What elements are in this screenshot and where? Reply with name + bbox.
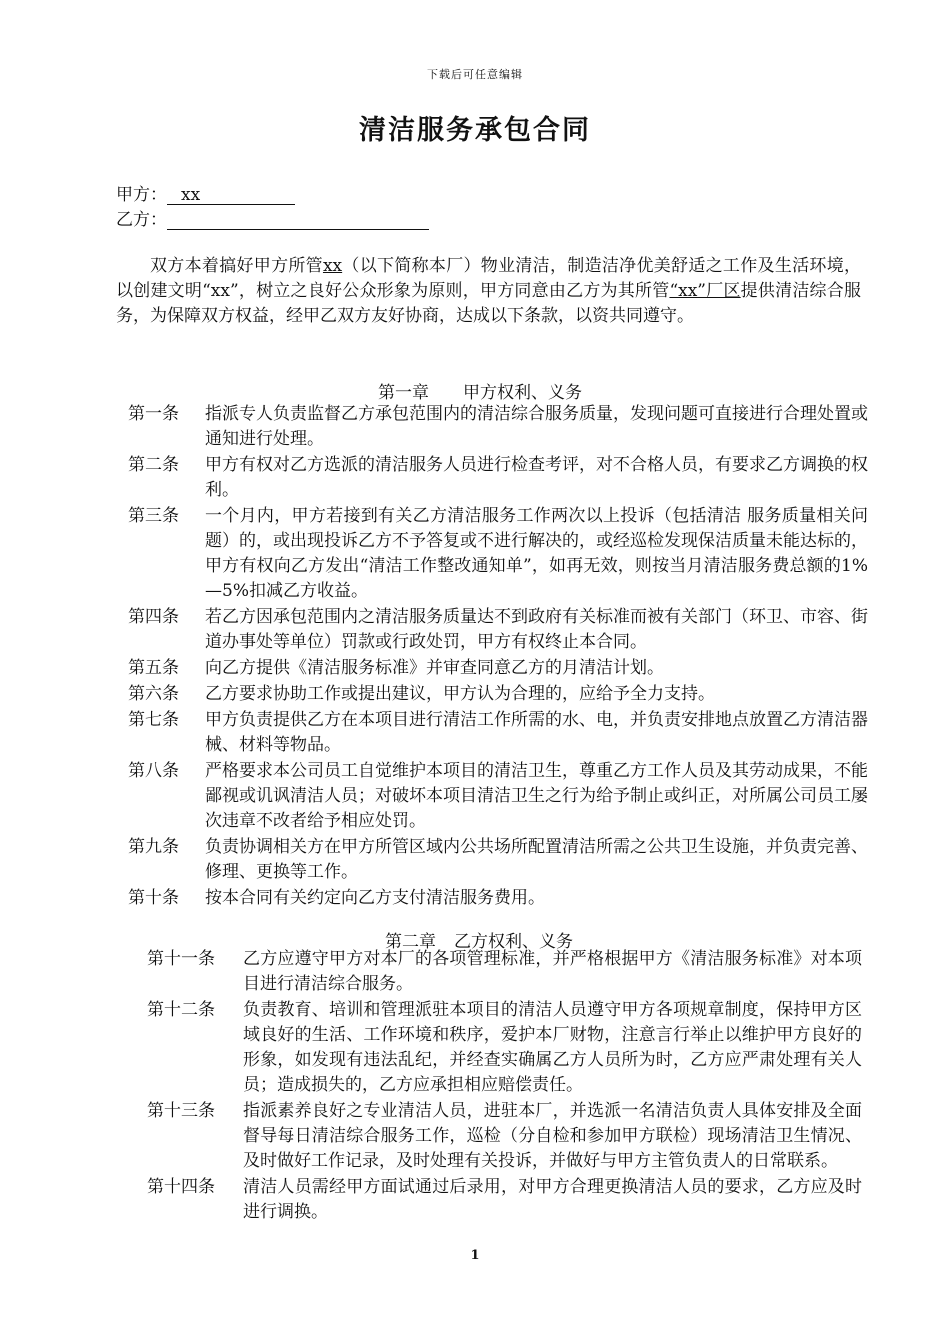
page-number: 1	[470, 1248, 480, 1263]
intro-text-1: 双方本着搞好甲方所管	[150, 256, 323, 276]
article-number: 第一条	[128, 404, 179, 424]
chapter-2-articles	[147, 947, 862, 1226]
article-number: 第十三条	[147, 1101, 215, 1121]
article-item	[147, 1175, 862, 1225]
intro-underline-1: xx	[322, 256, 343, 276]
party-b-line	[116, 205, 429, 230]
article-number: 第七条	[128, 710, 179, 730]
chapter-1-number: 第一章	[378, 383, 429, 403]
article-item	[128, 759, 868, 834]
article-text: 乙方要求协助工作或提出建议，甲方认为合理的，应给予全力支持。	[205, 684, 715, 704]
article-text: 指派素养良好之专业清洁人员，进驻本厂，并选派一名清洁负责人具体安排及全面督导每日清洁综合服务工作，巡检（分自检和参加甲方联检）现场清洁卫生情况、及时做好工作记录，及时处理有关投诉，并做好与甲方主管负责人的日常联系。	[243, 1101, 862, 1171]
article-number: 第十四条	[147, 1177, 215, 1197]
article-text: 甲方有权对乙方选派的清洁服务人员进行检查考评，对不合格人员，有要求乙方调换的权利。	[205, 455, 868, 500]
article-text: 按本合同有关约定向乙方支付清洁服务费用。	[205, 888, 545, 908]
intro-paragraph	[116, 254, 861, 329]
article-number: 第四条	[128, 607, 179, 627]
intro-text-2: （以下简称本厂）物业清洁，制造洁净优美舒适之工作及生活环境，以创建文明“xx”，树立之良好公众形象为原则，甲方同意由乙方为其所管	[116, 256, 861, 301]
party-a-label: 甲方：	[116, 185, 167, 205]
intro-text-3: 提供清洁综合服务，为保障双方权益，经甲乙双方友好协商，达成以下条款，以资共同遵守。	[116, 281, 862, 326]
party-b-label: 乙方：	[116, 210, 167, 230]
article-item	[147, 947, 862, 997]
article-item	[128, 682, 868, 707]
article-item	[128, 605, 868, 655]
article-number: 第十二条	[147, 1000, 215, 1020]
party-b-value	[167, 210, 429, 230]
chapter-2-number: 第二章	[385, 932, 436, 952]
article-item	[128, 835, 868, 885]
article-number: 第五条	[128, 658, 179, 678]
party-a-value: xx	[167, 185, 295, 205]
chapter-1-articles	[128, 402, 868, 912]
article-text: 指派专人负责监督乙方承包范围内的清洁综合服务质量，发现问题可直接进行合理处置或通知进行处理。	[205, 404, 868, 449]
article-text: 负责教育、培训和管理派驻本项目的清洁人员遵守甲方各项规章制度，保持甲方区域良好的生活、工作环境和秩序，爱护本厂财物，注意言行举止以维护甲方良好的形象，如发现有违法乱纪，并经查实确属乙方人员所为时，乙方应严肃处理有关人员；造成损失的，乙方应承担相应赔偿责任。	[243, 1000, 862, 1095]
article-item	[128, 504, 868, 604]
article-item	[128, 453, 868, 503]
article-item	[128, 708, 868, 758]
article-number: 第二条	[128, 455, 179, 475]
article-number: 第六条	[128, 684, 179, 704]
article-item	[128, 656, 868, 681]
article-number: 第九条	[128, 837, 179, 857]
article-text: 向乙方提供《清洁服务标准》并审查同意乙方的月清洁计划。	[205, 658, 664, 678]
article-item	[147, 1099, 862, 1174]
chapter-1-heading	[0, 378, 950, 403]
document-title: 清洁服务承包合同	[359, 115, 591, 146]
article-text: 严格要求本公司员工自觉维护本项目的清洁卫生，尊重乙方工作人员及其劳动成果，不能鄙视或讥讽清洁人员；对破坏本项目清洁卫生之行为给予制止或纠正，对所属公司员工屡次违章不改者给予相应处罚。	[205, 761, 868, 831]
article-item	[128, 886, 868, 911]
article-text: 负责协调相关方在甲方所管区域内公共场所配置清洁所需之公共卫生设施，并负责完善、修理、更换等工作。	[205, 837, 868, 882]
chapter-2-title: 乙方权利、义务	[454, 932, 573, 952]
article-number: 第十一条	[147, 949, 215, 969]
article-text: 清洁人员需经甲方面试通过后录用，对甲方合理更换清洁人员的要求，乙方应及时进行调换。	[243, 1177, 862, 1222]
header-note: 下载后可任意编辑	[427, 68, 523, 81]
article-item	[128, 402, 868, 452]
intro-underline-2: “xx”厂区	[669, 281, 741, 301]
party-a-line	[116, 180, 295, 205]
article-number: 第三条	[128, 506, 179, 526]
article-text: 乙方应遵守甲方对本厂的各项管理标准，并严格根据甲方《清洁服务标准》对本项目进行清洁综合服务。	[243, 949, 862, 994]
article-text: 若乙方因承包范围内之清洁服务质量达不到政府有关标准而被有关部门（环卫、市容、街道办事处等单位）罚款或行政处罚，甲方有权终止本合同。	[205, 607, 868, 652]
article-number: 第十条	[128, 888, 179, 908]
article-number: 第八条	[128, 761, 179, 781]
article-text: 一个月内，甲方若接到有关乙方清洁服务工作两次以上投诉（包括清洁 服务质量相关问题）的，或出现投诉乙方不予答复或不进行解决的，或经巡检发现保洁质量未能达标的，甲方有权向乙方发出“清洁工作整改通知单”，如再无效，则按当月清洁服务费总额的1%—5%扣减乙方收益。	[205, 506, 868, 601]
chapter-1-title: 甲方权利、义务	[463, 383, 582, 403]
article-text: 甲方负责提供乙方在本项目进行清洁工作所需的水、电，并负责安排地点放置乙方清洁器械、材料等物品。	[205, 710, 868, 755]
article-item	[147, 998, 862, 1098]
